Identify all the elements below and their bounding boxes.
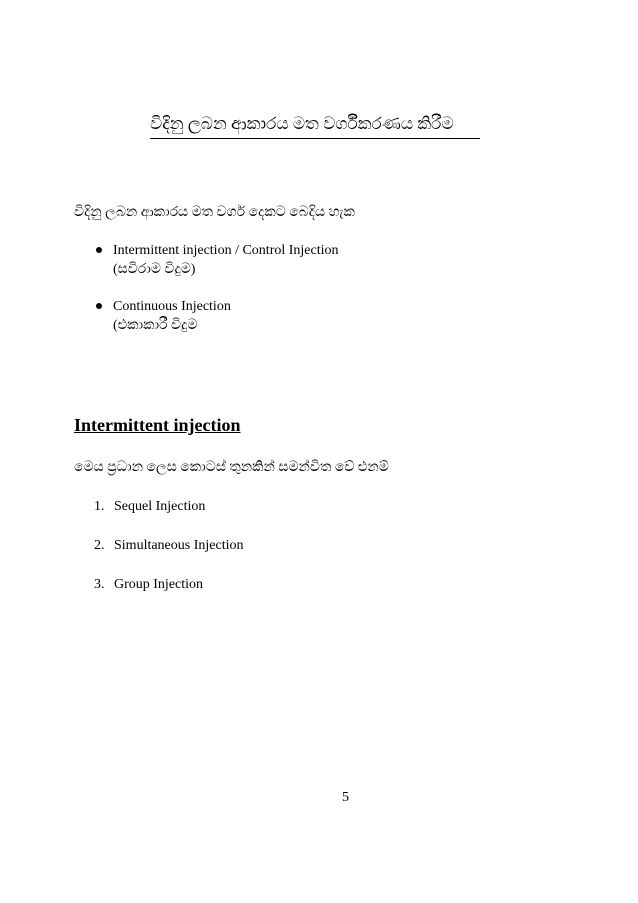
list-item [94, 575, 243, 594]
bullet-line-sinhala: (සවිරාම විදුම) [113, 262, 196, 277]
section-intro-text: මෙය ප්‍රධාන ලෙස කොටස් තුනකින් සමන්විත වේ එනම් [74, 460, 389, 475]
list-item [94, 497, 243, 516]
list-item-text: Sequel Injection [114, 499, 206, 514]
intermittent-types-list [94, 497, 243, 614]
list-item-text: Simultaneous Injection [114, 538, 244, 553]
bullet-item-intermittent [96, 241, 339, 279]
page-number: 5 [342, 790, 349, 805]
list-item-number: 3. [94, 577, 105, 592]
bullet-icon [96, 303, 102, 309]
bullet-line-english: Continuous Injection [113, 299, 231, 314]
injection-type-list [96, 241, 339, 353]
bullet-item-continuous [96, 297, 339, 335]
list-item-text: Group Injection [114, 577, 204, 592]
bullet-line-sinhala: (එකාකාරී විදුම [113, 318, 198, 333]
intro-text: විදිනු ලබන ආකාරය මත වර්ග දෙකට බෙදිය හැක [74, 205, 355, 220]
bullet-line-english: Intermittent injection / Control Injection [113, 243, 339, 258]
section-heading: Intermittent injection [74, 415, 241, 435]
list-item-number: 2. [94, 538, 105, 553]
document-title: විදිනු ලබන ආකාරය මත වර්ගීකරණය කිරීම [150, 112, 480, 139]
bullet-icon [96, 247, 102, 253]
list-item [94, 536, 243, 555]
list-item-number: 1. [94, 499, 105, 514]
